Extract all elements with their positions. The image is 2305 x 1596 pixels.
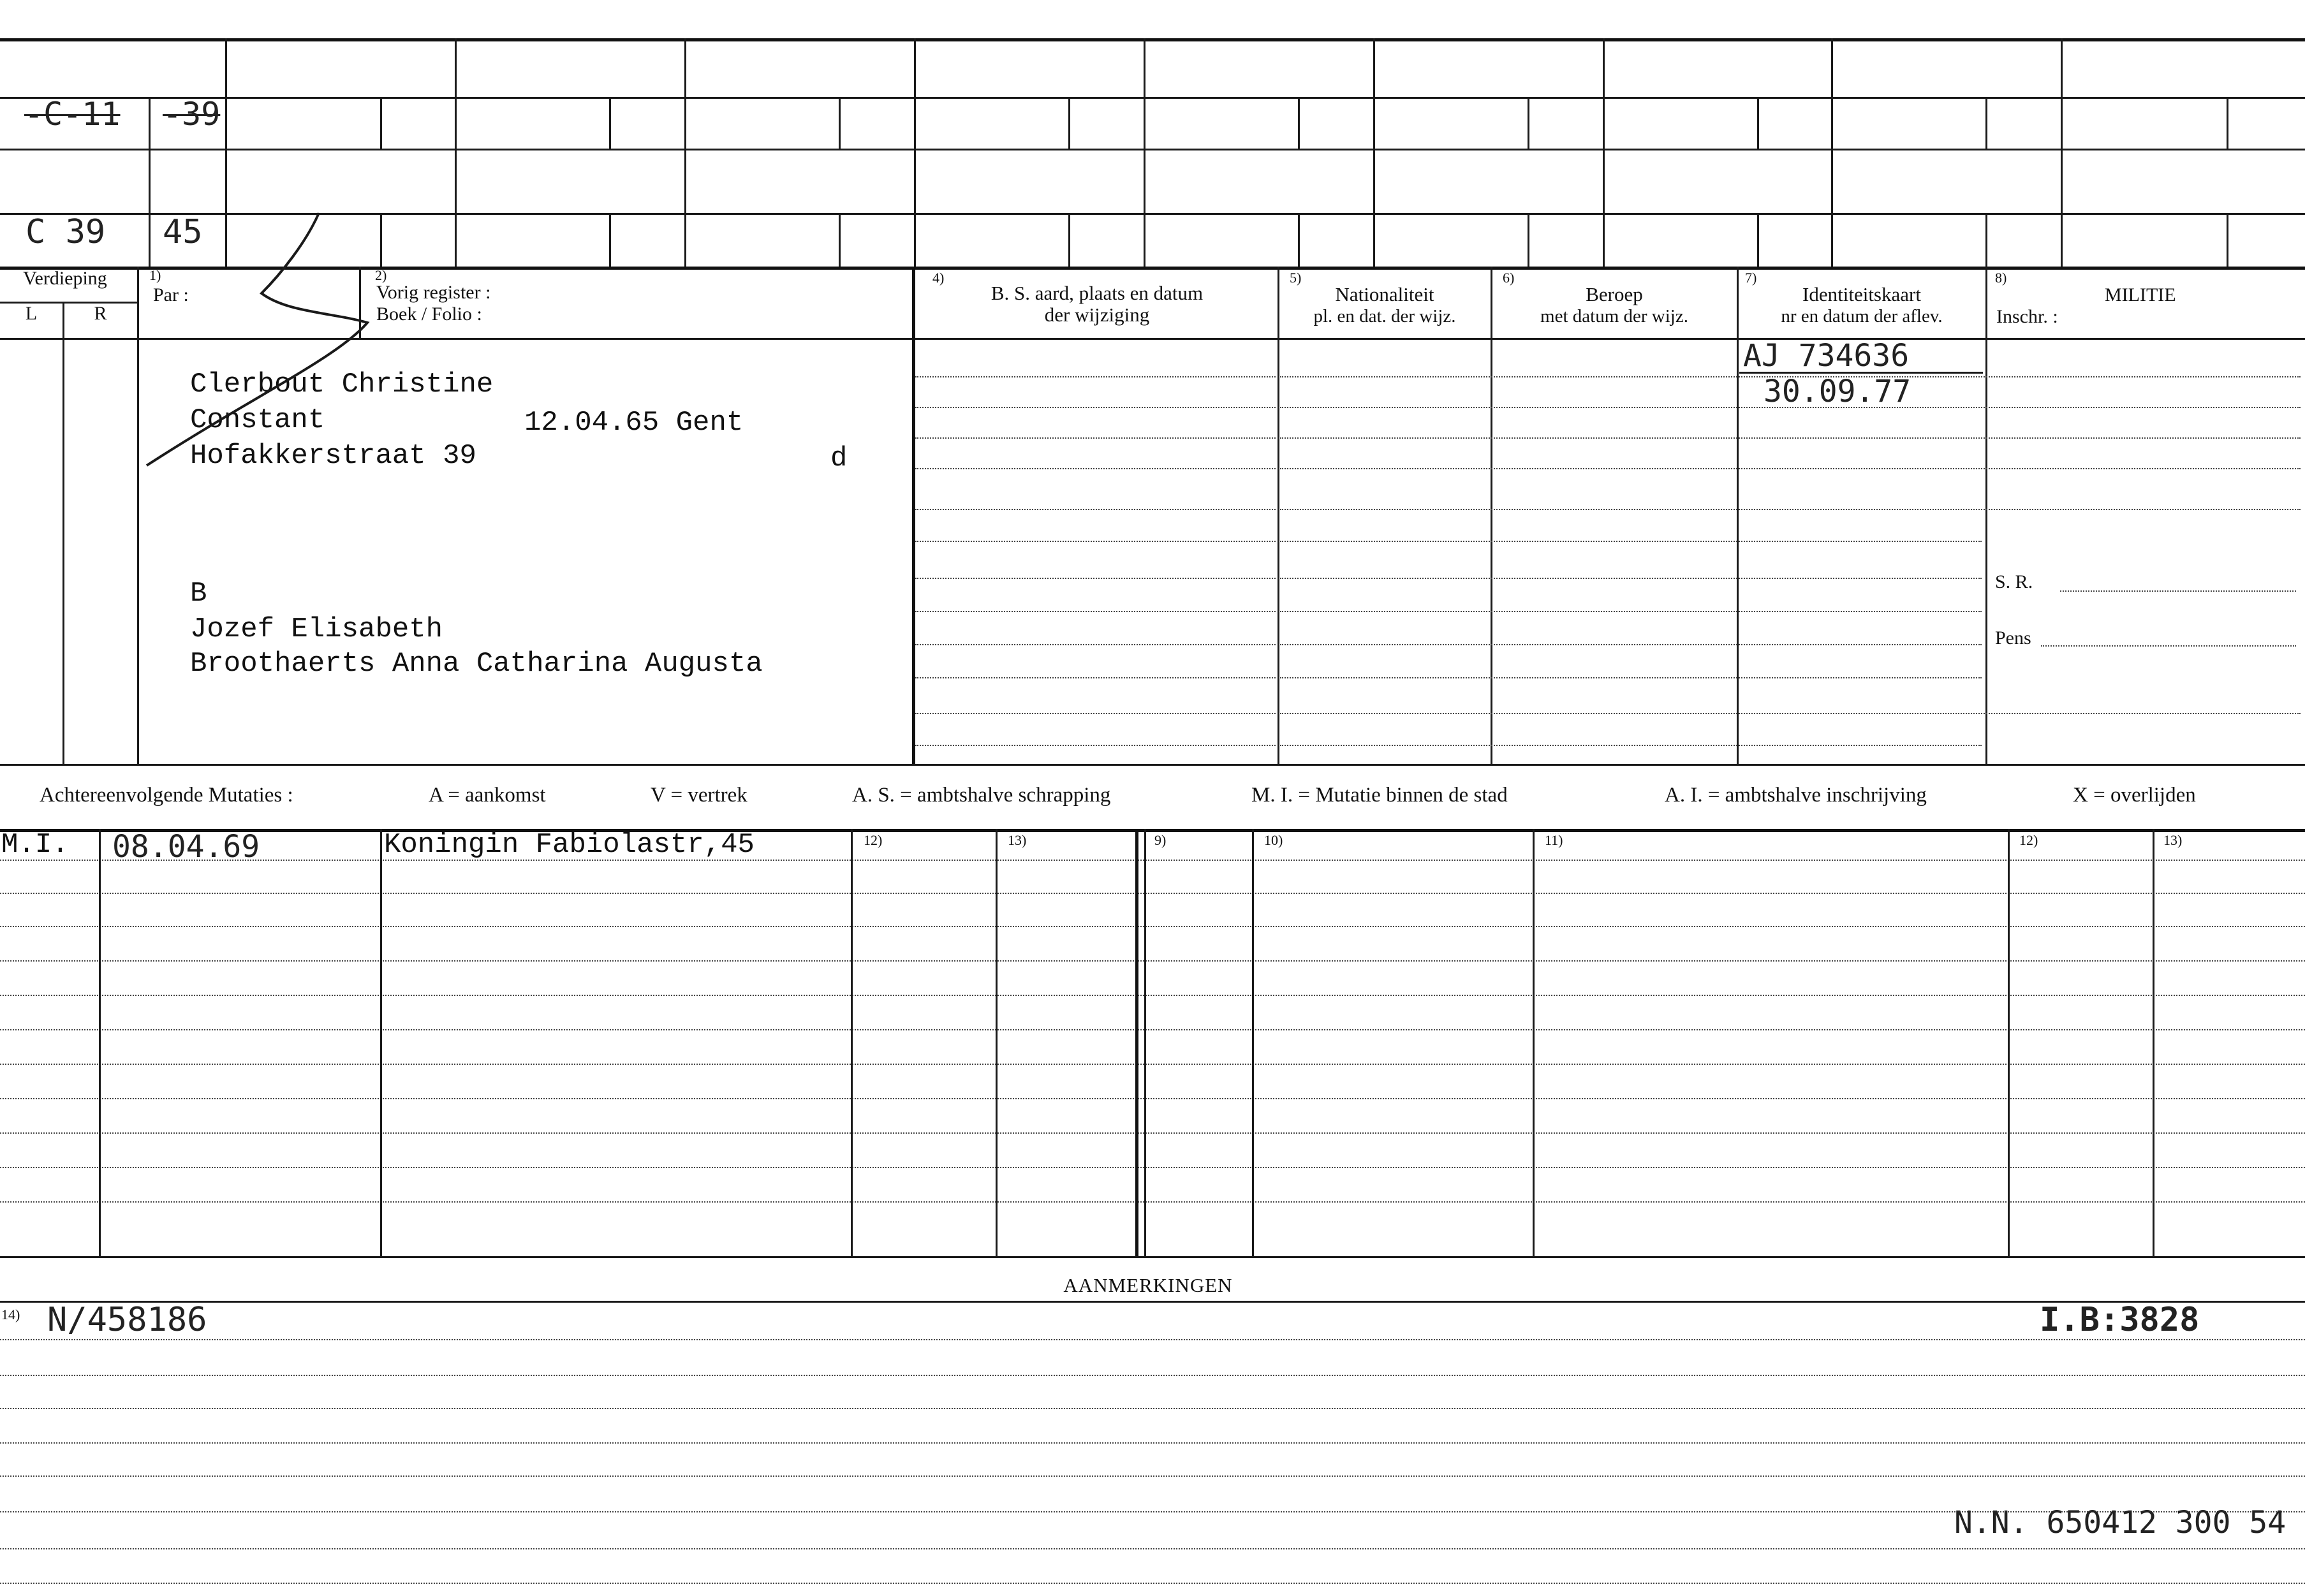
person-father: Jozef Elisabeth <box>190 613 443 645</box>
person-b-label: B <box>190 578 207 610</box>
top-row1-col-a: -C-11 <box>24 96 121 133</box>
handwritten-stroke <box>128 204 383 485</box>
nat-header-1: Nationaliteit <box>1335 283 1434 305</box>
top-row2-col-b: 45 <box>163 213 203 251</box>
aanmerkingen-title: AANMERKINGEN <box>1063 1274 1233 1296</box>
person-name: Clerbout Christine <box>190 369 494 400</box>
col-num-13: 13) <box>1008 832 1027 848</box>
person-first-names: Constant <box>190 404 325 436</box>
id-card-number: AJ 734636 <box>1743 338 1910 374</box>
top-row1-col-b: -39 <box>163 96 221 133</box>
beroep-header-2: met datum der wijz. <box>1540 306 1688 326</box>
legend-title: Achtereenvolgende Mutaties : <box>40 784 293 807</box>
id-header-1: Identiteitskaart <box>1802 283 1921 305</box>
vorig-register-label: Vorig register : <box>376 282 491 303</box>
col-num-11: 11) <box>1545 832 1563 848</box>
aanmerkingen-nn: N.N. 650412 300 54 <box>1954 1505 2287 1541</box>
par-label: Par : <box>153 284 189 305</box>
nat-header-2: pl. en dat. der wijz. <box>1313 306 1456 326</box>
col-num-12: 12) <box>864 832 883 848</box>
bs-num: 4) <box>932 270 945 286</box>
mutatie-date: 08.04.69 <box>112 829 260 865</box>
beroep-num: 6) <box>1503 270 1515 286</box>
legend-x: X = overlijden <box>2073 784 2196 807</box>
beroep-header-1: Beroep <box>1586 283 1643 305</box>
id-card-date: 30.09.77 <box>1764 374 1911 409</box>
pens-label: Pens <box>1995 627 2031 648</box>
person-mark: d <box>830 443 848 474</box>
sr-label: S. R. <box>1995 571 2033 592</box>
militie-label: MILITIE <box>2105 284 2176 305</box>
inschr-label: Inschr. : <box>1996 306 2058 327</box>
vorig-num: 2) <box>375 267 387 283</box>
aanmerkingen-ib: I.B:3828 <box>2040 1301 2200 1339</box>
militie-num: 8) <box>1995 270 2007 286</box>
boek-folio-label: Boek / Folio : <box>376 304 482 325</box>
bs-header-1: B. S. aard, plaats en datum <box>990 282 1204 304</box>
r-label: R <box>94 303 107 324</box>
col-num-10: 10) <box>1264 832 1283 848</box>
col-num-13b: 13) <box>2163 832 2183 848</box>
legend-ai: A. I. = ambtshalve inschrijving <box>1665 784 1927 807</box>
legend-a: A = aankomst <box>429 784 546 807</box>
legend-as: A. S. = ambtshalve schrapping <box>852 784 1111 807</box>
col-num-9: 9) <box>1154 832 1167 848</box>
person-birth: 12.04.65 Gent <box>524 407 744 439</box>
col-num-12b: 12) <box>2019 832 2038 848</box>
mutatie-type: M.I. <box>1 829 69 861</box>
par-num: 1) <box>149 267 161 283</box>
aanmerkingen-ref: N/458186 <box>47 1301 207 1339</box>
verdieping-label: Verdieping <box>23 268 107 289</box>
person-address: Hofakkerstraat 39 <box>190 440 476 472</box>
aanmerkingen-num: 14) <box>1 1307 20 1322</box>
nat-num: 5) <box>1290 270 1302 286</box>
top-row2-col-a: C 39 <box>26 213 106 251</box>
person-mother: Broothaerts Anna Catharina Augusta <box>190 648 763 680</box>
bs-header-2: der wijziging <box>1044 304 1150 326</box>
mutatie-address: Koningin Fabiolastr,45 <box>384 829 755 861</box>
legend-mi: M. I. = Mutatie binnen de stad <box>1251 784 1508 807</box>
legend-v: V = vertrek <box>651 784 747 807</box>
id-num: 7) <box>1745 270 1757 286</box>
l-label: L <box>25 303 38 324</box>
id-header-2: nr en datum der aflev. <box>1781 306 1943 326</box>
